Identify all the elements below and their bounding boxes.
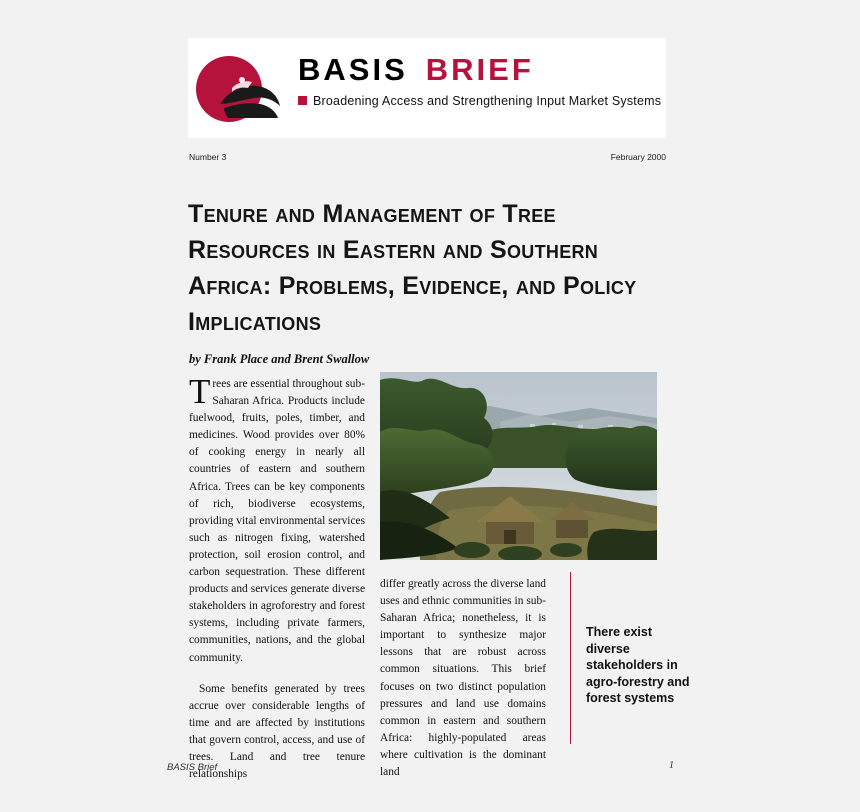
paragraph-intro <box>189 372 365 667</box>
article-byline: by Frank Place and Brent Swallow <box>189 352 370 366</box>
brand-tagline-text: Broadening Access and Strengthening Input Market Systems <box>313 94 662 108</box>
photograph-illustration <box>380 372 657 560</box>
body-column-left <box>189 372 365 797</box>
square-bullet-icon <box>298 96 307 105</box>
logo-hand-illustration <box>218 74 282 122</box>
brand-word-brief: BRIEF <box>425 52 534 87</box>
paragraph-intro-text: rees are essential throughout sub-Saharan Africa. Products include fuelwood, fruits, poles, timber, and medicines. Wood provides over 80% of cooking energy in nearly all countries of eastern and southern Africa. Trees can be key components of rich, biodiverse ecosystems, providing vital environmental services such as nitrogen fixing, watershed protection, soil erosion control, and carbon sequestration. These different products and services generate diverse stakeholders in agroforestry and forest systems, including private farmers, communities, nations, and the global community. <box>189 378 365 664</box>
paragraph-tenure: differ greatly across the diverse land uses and ethnic communities in sub-Saharan Africa; nonetheless, it is important to synthesize major lessons that are robust across common situations. This brief focuses on two distinct population pressures and land use domains common in eastern and southern Africa: highly-populated areas where cultivation is the dominant land <box>380 578 546 779</box>
footer-page-number: 1 <box>669 760 674 771</box>
issue-number: Number 3 <box>189 152 227 162</box>
issue-date: February 2000 <box>610 152 666 162</box>
article-photograph <box>380 372 657 560</box>
brand-lockup <box>298 52 662 108</box>
brand-tagline <box>298 94 662 108</box>
drop-cap: T <box>189 372 211 411</box>
pullquote-divider <box>570 572 571 744</box>
paragraph-benefits: Some benefits generated by trees accrue over considerable lengths of time and are affected by institutions that govern control, access, and use of trees. Land and tree tenure relationships <box>189 682 365 781</box>
basis-logo-icon <box>196 54 286 126</box>
brand-word-basis: BASIS <box>298 52 408 87</box>
page-title: Tenure and Management of Tree Resources in Eastern and Southern Africa: Problems, Evidence, and Policy Implications <box>188 200 637 336</box>
brand-title <box>298 52 658 88</box>
footer-publication-name: BASIS Brief <box>167 762 218 773</box>
masthead-banner <box>188 38 666 138</box>
pullquote-text: There exist diverse stakeholders in agro-forestry and forest systems <box>586 625 690 705</box>
body-column-middle <box>380 576 546 781</box>
issue-info-row <box>189 152 666 164</box>
